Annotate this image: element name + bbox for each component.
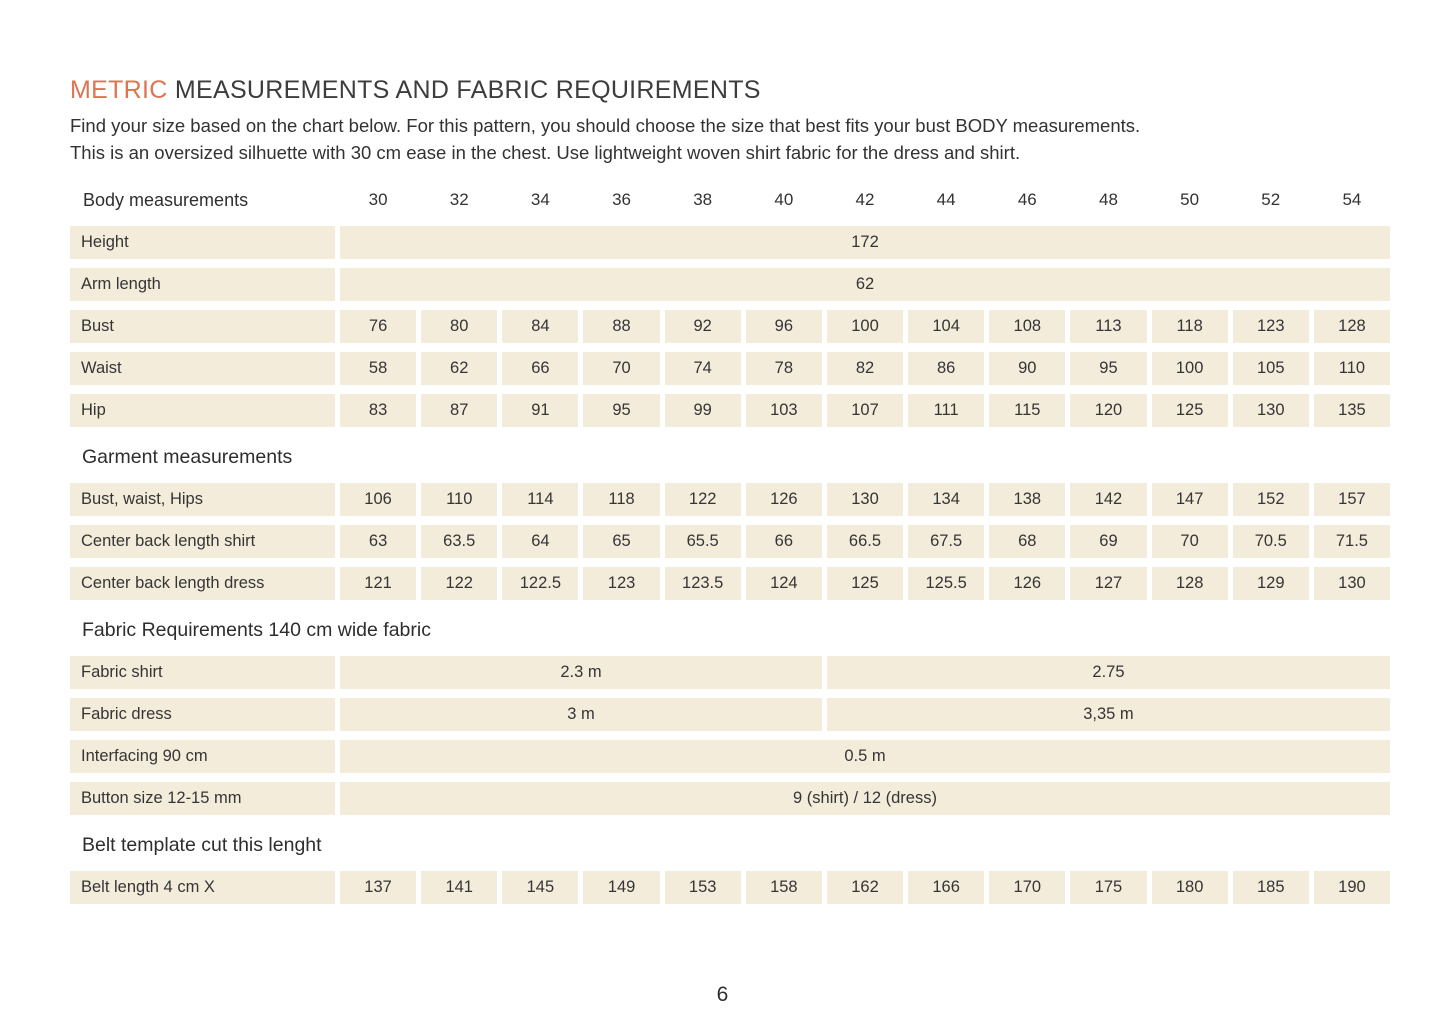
row-value: 110 bbox=[1314, 352, 1390, 385]
row-value: 63 bbox=[340, 525, 416, 558]
row-value: 100 bbox=[1152, 352, 1228, 385]
row-value: 66 bbox=[746, 525, 822, 558]
table-row bbox=[70, 226, 1390, 259]
row-value: 65.5 bbox=[665, 525, 741, 558]
row-label: Waist bbox=[70, 352, 335, 385]
row-value-left: 2.3 m bbox=[340, 656, 822, 689]
row-value: 130 bbox=[827, 483, 903, 516]
row-value: 162 bbox=[827, 871, 903, 904]
size-column-header: 54 bbox=[1342, 190, 1362, 209]
row-label: Belt length 4 cm X bbox=[70, 871, 335, 904]
page-number: 6 bbox=[716, 983, 729, 1006]
page-title-accent: METRIC bbox=[70, 76, 168, 104]
row-value: 92 bbox=[665, 310, 741, 343]
row-value: 88 bbox=[583, 310, 659, 343]
row-label: Height bbox=[70, 226, 335, 259]
row-label: Center back length dress bbox=[70, 567, 335, 600]
section-heading: Fabric Requirements 140 cm wide fabric bbox=[82, 619, 431, 641]
row-value: 170 bbox=[989, 871, 1065, 904]
table-row bbox=[70, 525, 1390, 558]
row-value: 152 bbox=[1233, 483, 1309, 516]
row-value: 122.5 bbox=[502, 567, 578, 600]
table-header-label: Body measurements bbox=[83, 189, 249, 210]
row-value: 126 bbox=[989, 567, 1065, 600]
row-label: Arm length bbox=[70, 268, 335, 301]
table-row bbox=[70, 740, 1390, 773]
row-value: 111 bbox=[908, 394, 984, 427]
row-value: 82 bbox=[827, 352, 903, 385]
row-value: 121 bbox=[340, 567, 416, 600]
row-label: Bust bbox=[70, 310, 335, 343]
page-title bbox=[70, 76, 1390, 105]
row-value: 70.5 bbox=[1233, 525, 1309, 558]
row-value: 103 bbox=[746, 394, 822, 427]
row-value: 84 bbox=[502, 310, 578, 343]
row-value: 124 bbox=[746, 567, 822, 600]
row-value: 66.5 bbox=[827, 525, 903, 558]
table-row bbox=[70, 268, 1390, 301]
table-header-row bbox=[70, 186, 1390, 214]
section-heading: Garment measurements bbox=[82, 446, 293, 468]
row-value: 127 bbox=[1070, 567, 1146, 600]
row-value-span: 0.5 m bbox=[340, 740, 1390, 773]
row-value: 95 bbox=[583, 394, 659, 427]
size-column-header: 46 bbox=[1017, 190, 1037, 209]
row-value: 86 bbox=[908, 352, 984, 385]
row-value: 74 bbox=[665, 352, 741, 385]
row-value: 66 bbox=[502, 352, 578, 385]
size-column-header: 34 bbox=[530, 190, 550, 209]
row-value: 141 bbox=[421, 871, 497, 904]
row-value-span: 9 (shirt) / 12 (dress) bbox=[340, 782, 1390, 815]
row-value: 69 bbox=[1070, 525, 1146, 558]
intro-line-1: Find your size based on the chart below. For this pattern, you should choose the size that best fits your bust BODY measurements. bbox=[70, 115, 1141, 136]
row-value: 130 bbox=[1233, 394, 1309, 427]
table-row bbox=[70, 782, 1390, 815]
row-value: 106 bbox=[340, 483, 416, 516]
row-value: 180 bbox=[1152, 871, 1228, 904]
row-value: 120 bbox=[1070, 394, 1146, 427]
size-column-header: 42 bbox=[855, 190, 875, 209]
row-value: 70 bbox=[583, 352, 659, 385]
row-value: 118 bbox=[583, 483, 659, 516]
row-value: 125 bbox=[1152, 394, 1228, 427]
row-value: 135 bbox=[1314, 394, 1390, 427]
section-heading: Belt template cut this lenght bbox=[82, 834, 322, 856]
intro-text bbox=[70, 112, 1390, 166]
row-value: 123 bbox=[1233, 310, 1309, 343]
size-column-header: 36 bbox=[612, 190, 631, 209]
size-column-header: 44 bbox=[936, 190, 956, 209]
row-value: 147 bbox=[1152, 483, 1228, 516]
row-value: 76 bbox=[340, 310, 416, 343]
row-label: Bust, waist, Hips bbox=[70, 483, 335, 516]
row-value: 108 bbox=[989, 310, 1065, 343]
row-value-right: 2.75 bbox=[827, 656, 1390, 689]
row-value: 87 bbox=[421, 394, 497, 427]
row-value: 134 bbox=[908, 483, 984, 516]
row-value: 107 bbox=[827, 394, 903, 427]
table-row bbox=[70, 656, 1390, 689]
size-column-header: 32 bbox=[449, 190, 469, 209]
row-value: 123.5 bbox=[665, 567, 741, 600]
row-label: Interfacing 90 cm bbox=[70, 740, 335, 773]
row-value: 149 bbox=[583, 871, 659, 904]
row-value: 58 bbox=[340, 352, 416, 385]
row-value: 99 bbox=[665, 394, 741, 427]
row-value: 63.5 bbox=[421, 525, 497, 558]
row-value: 158 bbox=[746, 871, 822, 904]
row-value: 128 bbox=[1314, 310, 1390, 343]
row-value: 137 bbox=[340, 871, 416, 904]
row-value: 157 bbox=[1314, 483, 1390, 516]
row-value: 185 bbox=[1233, 871, 1309, 904]
row-value: 130 bbox=[1314, 567, 1390, 600]
row-value: 125 bbox=[827, 567, 903, 600]
row-value: 126 bbox=[746, 483, 822, 516]
row-value: 190 bbox=[1314, 871, 1390, 904]
size-column-header: 48 bbox=[1098, 190, 1118, 209]
row-label: Button size 12-15 mm bbox=[70, 782, 335, 815]
row-value: 145 bbox=[502, 871, 578, 904]
size-column-header: 30 bbox=[368, 190, 388, 209]
row-value: 122 bbox=[665, 483, 741, 516]
row-value: 95 bbox=[1070, 352, 1146, 385]
row-value: 100 bbox=[827, 310, 903, 343]
row-value: 78 bbox=[746, 352, 822, 385]
row-value: 115 bbox=[989, 394, 1065, 427]
row-value-right: 3,35 m bbox=[827, 698, 1390, 731]
row-value-left: 3 m bbox=[340, 698, 822, 731]
row-value: 65 bbox=[583, 525, 659, 558]
row-value: 83 bbox=[340, 394, 416, 427]
page-content bbox=[70, 76, 1390, 913]
row-value: 80 bbox=[421, 310, 497, 343]
size-column-header: 38 bbox=[693, 190, 713, 209]
row-value: 110 bbox=[421, 483, 497, 516]
row-value: 64 bbox=[502, 525, 578, 558]
intro-line-2: This is an oversized silhuette with 30 cm ease in the chest. Use lightweight woven shirt fabric for the dress and shirt. bbox=[70, 142, 1021, 163]
size-column-header: 50 bbox=[1180, 190, 1200, 209]
row-value: 138 bbox=[989, 483, 1065, 516]
measurements-table bbox=[70, 186, 1390, 904]
row-value: 175 bbox=[1070, 871, 1146, 904]
row-value: 166 bbox=[908, 871, 984, 904]
row-label: Fabric shirt bbox=[70, 656, 335, 689]
row-value: 70 bbox=[1152, 525, 1228, 558]
row-value-span: 62 bbox=[340, 268, 1390, 301]
row-value: 129 bbox=[1233, 567, 1309, 600]
row-value: 122 bbox=[421, 567, 497, 600]
row-value: 128 bbox=[1152, 567, 1228, 600]
row-value: 153 bbox=[665, 871, 741, 904]
row-value: 105 bbox=[1233, 352, 1309, 385]
page-title-rest: MEASUREMENTS AND FABRIC REQUIREMENTS bbox=[167, 76, 761, 104]
table-row bbox=[70, 352, 1390, 385]
row-value: 68 bbox=[989, 525, 1065, 558]
row-value: 71.5 bbox=[1314, 525, 1390, 558]
row-value: 62 bbox=[421, 352, 497, 385]
table-row bbox=[70, 394, 1390, 427]
table-row bbox=[70, 567, 1390, 600]
row-label: Fabric dress bbox=[70, 698, 335, 731]
row-label: Hip bbox=[70, 394, 335, 427]
row-value: 118 bbox=[1152, 310, 1228, 343]
table-row bbox=[70, 310, 1390, 343]
row-label: Center back length shirt bbox=[70, 525, 335, 558]
row-value: 96 bbox=[746, 310, 822, 343]
table-row bbox=[70, 698, 1390, 731]
row-value: 91 bbox=[502, 394, 578, 427]
row-value: 125.5 bbox=[908, 567, 984, 600]
table-row bbox=[70, 483, 1390, 516]
size-column-header: 52 bbox=[1261, 190, 1281, 209]
row-value: 67.5 bbox=[908, 525, 984, 558]
row-value-span: 172 bbox=[340, 226, 1390, 259]
row-value: 104 bbox=[908, 310, 984, 343]
row-value: 113 bbox=[1070, 310, 1146, 343]
row-value: 114 bbox=[502, 483, 578, 516]
row-value: 90 bbox=[989, 352, 1065, 385]
table-row bbox=[70, 871, 1390, 904]
size-column-header: 40 bbox=[774, 190, 794, 209]
row-value: 142 bbox=[1070, 483, 1146, 516]
row-value: 123 bbox=[583, 567, 659, 600]
